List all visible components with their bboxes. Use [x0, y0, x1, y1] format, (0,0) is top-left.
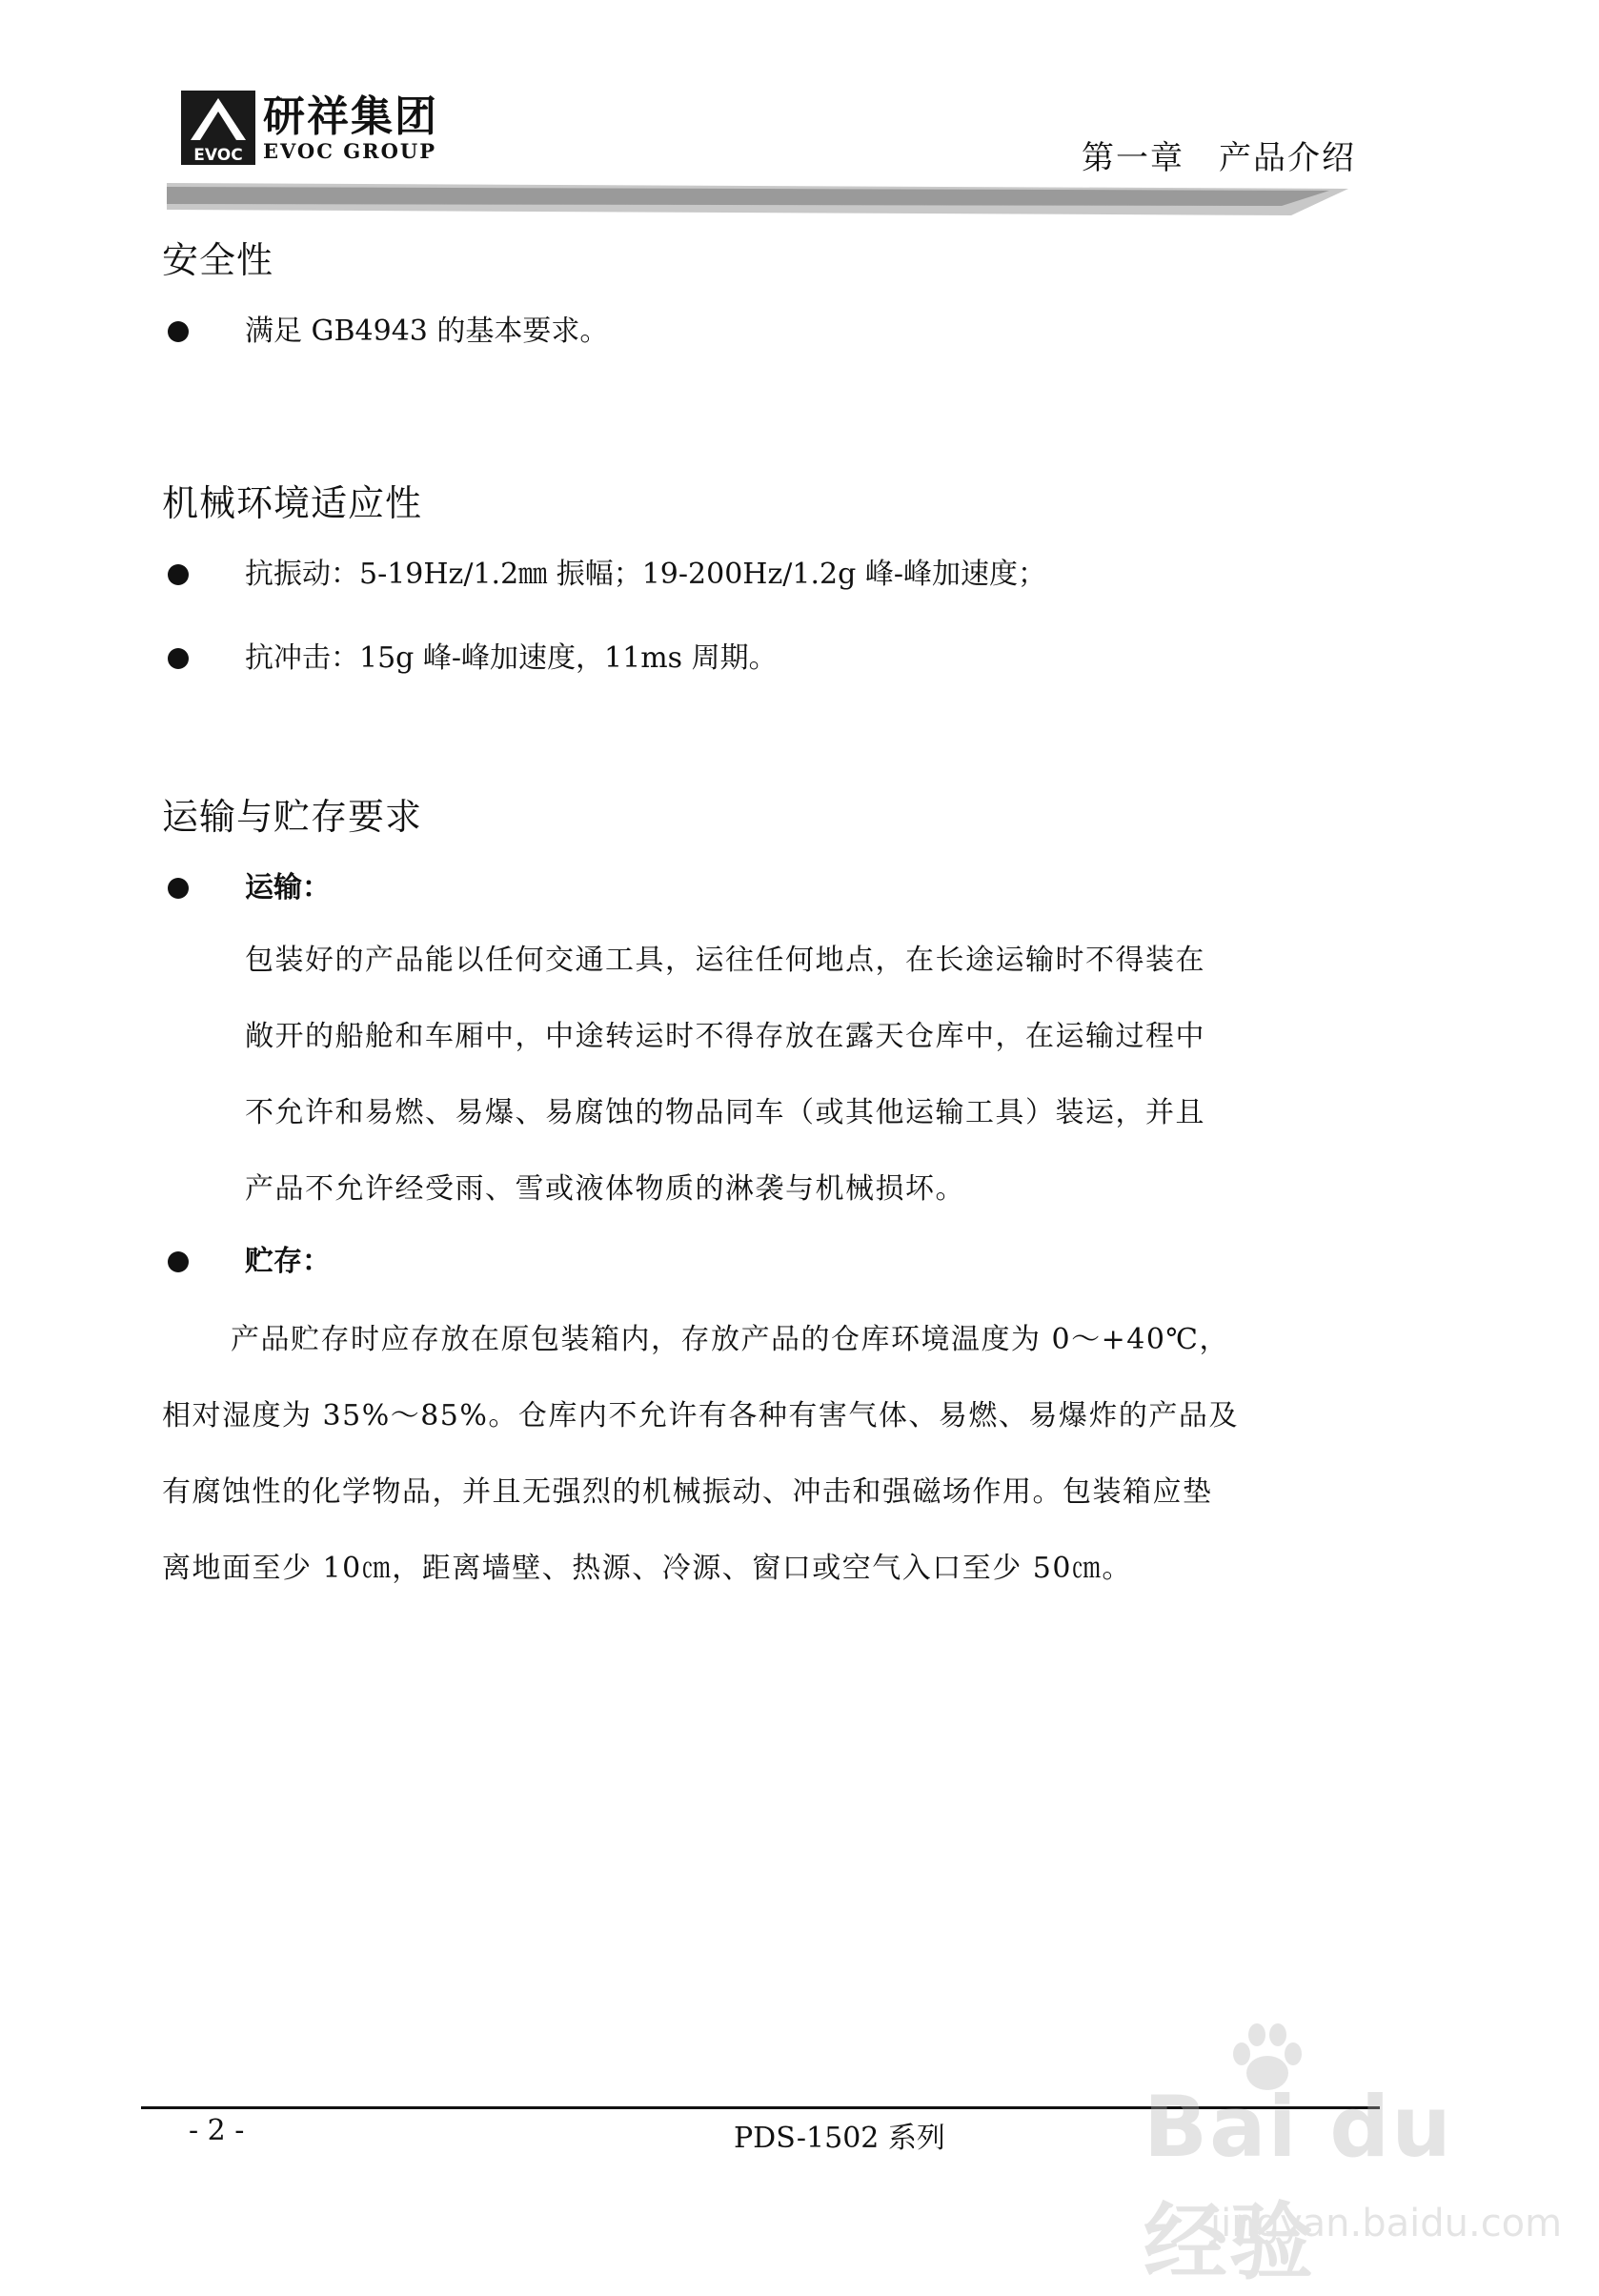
- logo-cn: 研祥集团: [263, 92, 438, 141]
- watermark-brand: Bai du 经验: [1144, 2078, 1453, 2291]
- bullet-dot-icon: [168, 564, 189, 585]
- bullet-shock: [162, 638, 1363, 680]
- storage-paragraph: [162, 1302, 1363, 1607]
- header-rule: [167, 177, 1348, 225]
- section-title-transport-storage: 运输与贮存要求: [162, 796, 423, 838]
- bullet-text: 满足 GB4943 的基本要求。: [245, 315, 609, 348]
- bullet-dot-icon: [168, 1251, 189, 1272]
- bullet-safety-1: [162, 311, 1363, 353]
- bullet-text: 抗冲击：15g 峰-峰加速度，11ms 周期。: [245, 641, 778, 675]
- watermark-url: jingyan.baidu.com: [1210, 2202, 1563, 2245]
- transport-line: 敞开的船舱和车厢中，中途转运时不得存放在露天仓库中，在运输过程中: [245, 1020, 1205, 1053]
- page-number: - 2 -: [189, 2114, 245, 2147]
- page-content: [162, 234, 1363, 1607]
- bullet-storage: [162, 1241, 1363, 1283]
- bullet-dot-icon: [168, 648, 189, 669]
- bullet-transport: [162, 867, 1363, 909]
- bullet-vibration: [162, 554, 1363, 596]
- logo-mark-text: EVOC: [193, 146, 243, 165]
- bullet-dot-icon: [168, 321, 189, 342]
- storage-line: 离地面至少 10㎝，距离墙壁、热源、冷源、窗口或空气入口至少 50㎝。: [162, 1552, 1132, 1585]
- transport-paragraph: [162, 923, 1363, 1228]
- section-title-mechanical: 机械环境适应性: [162, 482, 423, 524]
- storage-line: 产品贮存时应存放在原包装箱内，存放产品的仓库环境温度为 0～+40℃，: [231, 1323, 1229, 1356]
- company-logo: [181, 91, 467, 167]
- bullet-text: 抗振动：5-19Hz/1.2㎜ 振幅；19-200Hz/1.2g 峰-峰加速度；: [245, 558, 1046, 591]
- baidu-watermark: [1144, 2021, 1563, 2291]
- evoc-logo-icon: [181, 91, 255, 165]
- chapter-title: 第一章 产品介绍: [1082, 139, 1356, 177]
- series-name: PDS-1502 系列: [734, 2122, 945, 2155]
- storage-label: 贮存：: [245, 1245, 331, 1278]
- section-title-safety: 安全性: [162, 239, 274, 281]
- transport-line: 产品不允许经受雨、雪或液体物质的淋袭与机械损坏。: [245, 1172, 965, 1206]
- transport-label: 运输：: [245, 871, 331, 904]
- logo-en: EVOC GROUP: [263, 139, 437, 163]
- transport-line: 不允许和易燃、易爆、易腐蚀的物品同车（或其他运输工具）装运，并且: [245, 1096, 1205, 1129]
- storage-line: 有腐蚀性的化学物品，并且无强烈的机械振动、冲击和强磁场作用。包装箱应垫: [162, 1475, 1213, 1509]
- bullet-dot-icon: [168, 878, 189, 899]
- transport-line: 包装好的产品能以任何交通工具，运往任何地点，在长途运输时不得装在: [245, 944, 1205, 977]
- storage-line: 相对湿度为 35%～85%。仓库内不允许有各种有害气体、易燃、易爆炸的产品及: [162, 1399, 1239, 1432]
